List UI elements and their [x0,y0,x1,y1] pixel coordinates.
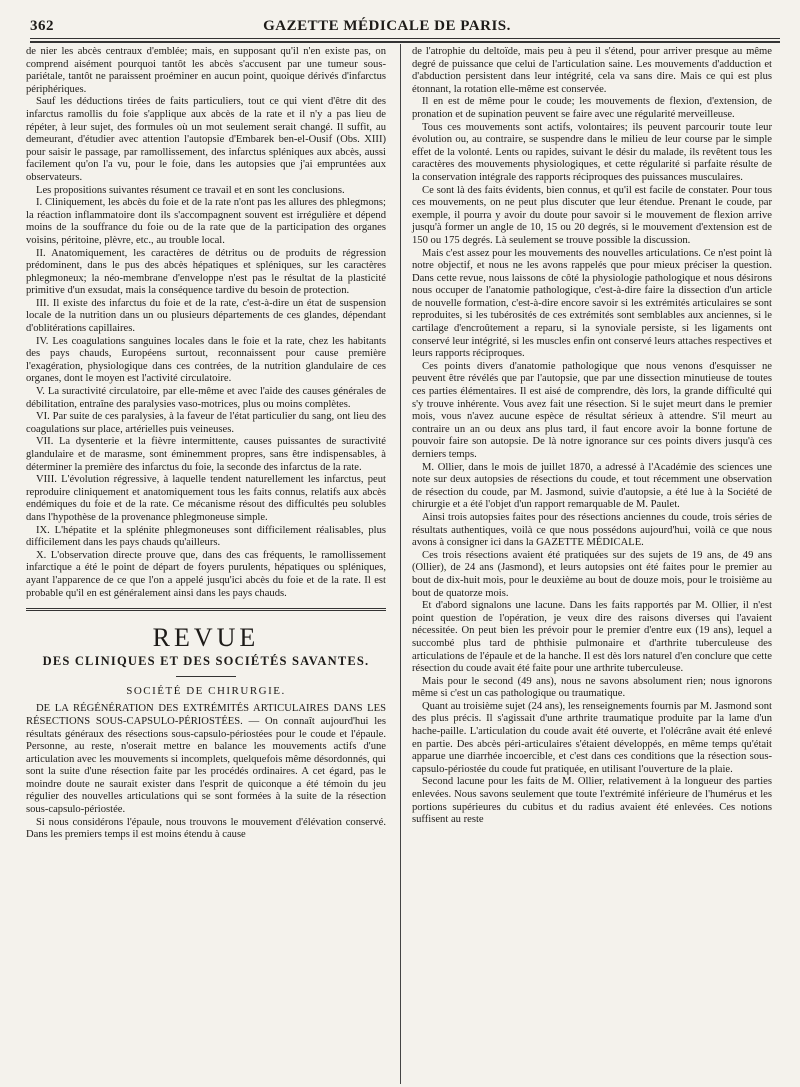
section-separator [26,608,386,611]
conclusion-6: VI. Par suite de ces paralysies, à la faveur de l'état particulier du sang, ont lieu des coagulations sur place, artérielles puis veineuses. [26,411,386,435]
article-lead: DE LA RÉGÉNÉRATION DES EXTRÉMITÉS ARTICULAIRES DANS LES RÉSECTIONS SOUS-CAPSULO-PÉRIOSTÉES. — On connaît aujourd'hui les résultats généraux des résections sous-capsulo-périostées pour le coude et l'épaule. Personne, au reste, n'oserait mettre en balance les mouvements actifs d'une articulation avec les mouvements si incomplets, quelquefois même désordonnés, qui sont la suite d'une résection faite par les procédés ordinaires. A cet égard, pas le moindre doute ne saurait exister dans l'esprit de quiconque a été témoin du jeu régulier des nouvelles articulations qui se sont formées à la suite de la résection sous-capsulo-périostée. [26,703,386,816]
paragraph: Si nous considérons l'épaule, nous trouvons le mouvement d'élévation conservé. Dans les premiers temps il est moins étendu à cause [26,816,386,841]
society-heading: SOCIÉTÉ DE CHIRURGIE. [126,684,286,697]
conclusion-10: X. L'observation directe prouve que, dans des cas fréquents, le ramollissement infarctique a été le point de départ de foyers purulents, hépatiques ou spléniques, ayant l'apparence de ce que l'on a appelé jusqu'ici abcès du foie et de la rate. Il est probable qu'il en est généralement ainsi dans les pays chauds. [26,549,386,599]
header-rule-thick [30,41,780,43]
conclusion-9: IX. L'hépatite et la splénite phlegmoneuses sont difficilement réalisables, plus difficilement dans les pays chauds qu'ailleurs. [26,524,386,549]
conclusion-8: VIII. L'évolution régressive, à laquelle tendent naturellement les infarctus, peut reproduire cliniquement et anatomiquement tous les faits connus, relatifs aux abcès endémiques du foie et de la rate. Ce mécanisme résout des difficultés peu solubles dans l'hypothèse de la provenance phlegmoneuse simple. [26,474,386,523]
page-number: 362 [30,17,54,34]
page-header [30,12,780,40]
paragraph: de l'atrophie du deltoïde, mais peu à peu il s'étend, pour arriver presque au même degré de puissance que celui de l'articulation saine. Les mouvements d'adduction et d'abduction persistent dans leur intégrité, cela va sans dire. Mais ce qui est plus étonnant, la rotation elle-même est conservée. [412,46,772,95]
paragraph: Tous ces mouvements sont actifs, volontaires; ils peuvent parcourir toute leur évolution ou, au contraire, se suspendre dans le milieu de leur course par le simple effet de la volonté. Lents ou rapides, suivant le désir du malade, ils revêtent tous les caractères des mouvements physiologiques, et cette régularité si parfaite résulte de la conservation intégrale des rapports réciproques des puissances musculaires. [412,121,772,183]
paragraph: Et d'abord signalons une lacune. Dans les faits rapportés par M. Ollier, il n'est point question de l'opération, je veux dire des raisons diverses qui l'avaient nécessitée. On peut bien les prévoir pour le premier d'entre eux (19 ans), lequel a succombé plus tard de phthisie pulmonaire et d'arthrite tuberculeuse des articulations de l'épaule et de la hanche. Il est dès lors naturel d'en conclure que cette résection du coude avait été faite pour une arthrite tuberculeuse. [412,600,772,675]
paragraph: Mais pour le second (49 ans), nous ne savons absolument rien; nous ignorons même si c'est un cas pathologique ou traumatique. [412,675,772,700]
paragraph: Ces trois résections avaient été pratiquées sur des sujets de 19 ans, de 49 ans (Ollier), de 24 ans (Jasmond), et leurs autopsies ont été faites pour le premier au bout de dix-huit mois, pour le deuxième au bout de douze mois, pour le troisième au bout de quatorze mois. [412,549,772,599]
section-subtitle: DES CLINIQUES ET DES SOCIÉTÉS SAVANTES. [42,654,370,669]
paragraph: Les propositions suivantes résument ce travail et en sont les conclusions. [36,184,345,196]
conclusion-5: V. La suractivité circulatoire, par elle-même et avec l'aide des causes générales de débilitation, entraîne des paralysies vaso-motrices, plus ou moins complètes. [26,386,386,410]
paragraph: Second lacune pour les faits de M. Ollier, relativement à la longueur des parties enlevées. Nous savons seulement que toute l'extrémité inférieure de l'humérus et les portions supérieures du cubitus et du radius avaient été enlevées. Ces notions suffisent au reste [412,776,772,826]
conclusion-3: III. Il existe des infarctus du foie et de la rate, c'est-à-dire un état de suspension locale de la nutrition dans un ou plusieurs départements de ces glandes, dépendant d'oblitérations capillaires. [26,297,386,335]
paragraph: Quant au troisième sujet (24 ans), les renseignements fournis par M. Jasmond sont des plus précis. Il s'agissait d'une arthrite traumatique produite par la lame d'un hache-paille. L'articulation du coude avait été ouverte, et l'olécrâne avait été enlevé en partie. Des abcès péri-articulaires s'étaient développés, en même temps qu'était apparue une diarrhée incoercible, et c'est dans ces conditions que la résection sous-capsulo-périostée du coude fut pratiquée, en utilisant l'ouverture de la plaie. [412,700,772,775]
paragraph: Ces points divers d'anatomie pathologique que nous venons d'esquisser ne peuvent être révélés que par l'autopsie, que par une dissection minutieuse de toutes ces parties élémentaires. Il est aisé de comprendre, dès lors, la grande difficulté qui s'y trouve inhérente. Vous avez fait une résection. Si le sujet meurt dans le premier mois, vous n'avez aucune espèce de résultat sérieux à attendre. S'il meurt au contraire un an ou deux ans plus tard, il faut encore avoir la bonne fortune de pouvoir faire son autopsie. De là notre ignorance sur ces points divers jusqu'à ces derniers temps. [412,360,772,460]
column-divider [400,44,401,1084]
left-column [26,46,386,1076]
journal-title: GAZETTE MÉDICALE DE PARIS. [263,17,511,34]
conclusion-7: VII. La dysenterie et la fièvre intermittente, causes puissantes de suractivité glandulaire et de marasme, sont éminemment propres, sans être indispensables, à déterminer la première des infarctus du foie, la seconde des infarctus de la rate. [26,436,386,473]
conclusion-4: IV. Les coagulations sanguines locales dans le foie et la rate, chez les habitants des pays chauds, Européens surtout, reconnaissent pour cause première l'exagération, physiologique dans ces contrées, de la nutrition glandulaire de ces organes, dont le moyen est l'activité circulatoire. [26,335,386,385]
paragraph: Sauf les déductions tirées de faits particuliers, tout ce qui vient d'être dit des infarctus ramollis du foie s'applique aux abcès de la rate et il n'y a pas lieu de répéter, à leur sujet, des formules où un mot seulement serait changé. Il suffit, au demeurant, d'étudier avec attention l'autopsie d'Embarek ben-el-Ousif (Obs. XIII) pour saisir le passage, par ramollissement, des infarctus spléniques aux abcès, aussi facilement qu'on l'a vu, pour le foie, dans les autopsies que j'ai empruntées aux observateurs. [26,96,386,183]
paragraph: Ainsi trois autopsies faites pour des résections anciennes du coude, trois séries de résultats authentiques, voilà ce que nous possédons aujourd'hui, voilà ce que nous avons à consigner ici dans la GAZETTE MÉDICALE. [412,511,772,549]
conclusion-1: I. Cliniquement, les abcès du foie et de la rate n'ont pas les allures des phlegmons; la réaction inflammatoire dont ils s'accompagnent souvent est irrégulière et dépend moins de la souffrance du foie ou de la rate que de la participation des organes voisins, péritoine, plèvre, etc., au trouble local. [26,197,386,246]
short-rule [176,676,236,677]
paragraph: Mais c'est assez pour les mouvements des nouvelles articulations. Ce n'est point là notre objectif, et nous ne les avons rappelés que pour mieux préciser la question. Dans cette revue, nous laissons de côté la physiologie pathologique et nous désirons nous occuper de l'anatomie pathologique, c'est-à-dire faire la dissection d'un article de nouvelle formation, c'est-à-dire encore savoir si les extrémités articulaires se sont reproduites, si les tubérosités de ces extrémités sont semblables aux anciennes, si le cartilage d'encroûtement a reparu, si la synoviale persiste, si les ligaments ont conservé leur intégrité, si les muscles enfin ont conservé leurs attaches respectives et leurs rapports réciproques. [412,247,772,360]
section-title: REVUE [152,623,260,653]
paragraph: Ce sont là des faits évidents, bien connus, et qu'il est facile de constater. Pour tous ces mouvements, on ne peut plus discuter que leur étendue. Prenant le coude, par exemple, il pourra y avoir du doute pour savoir si le mouvement de flexion arrive jusqu'à former un angle de 10, 15 ou 20 degrés, si le mouvement d'extension est de 150 ou 175 degrés. Là seulement se trouve possible la discussion. [412,184,772,246]
conclusion-2: II. Anatomiquement, les caractères de détritus ou de produits de régression prédominent, dans le pus des abcès hépatiques et spléniques, sur les caractères phlegmoneux; la néo-membrane d'enveloppe n'est pas le résultat de la plasticité primitive d'un exsudat, mais la conséquence tardive du besoin de protection. [26,247,386,297]
paragraph: M. Ollier, dans le mois de juillet 1870, a adressé à l'Académie des sciences une note sur deux autopsies de résections du coude, et tout récemment une observation de résection du coude, par M. Jasmond, suivie d'autopsie, a été lue à la Société de chirurgie et a été l'objet d'un rapport remarquable de M. Paulet. [412,461,772,511]
right-column [412,46,772,1086]
paragraph: de nier les abcès centraux d'emblée; mais, en supposant qu'il n'en existe pas, on comprend aisément pourquoi tantôt les abcès s'accusent par une tumeur sous-pariétale, tantôt ne paraissent proéminer en aucun point, quoique dérivés d'infarctus périphériques. [26,46,386,95]
paragraph: Il en est de même pour le coude; les mouvements de flexion, d'extension, de pronation et de supination peuvent se faire avec une régularité merveilleuse. [412,96,772,120]
header-rule [30,38,780,39]
